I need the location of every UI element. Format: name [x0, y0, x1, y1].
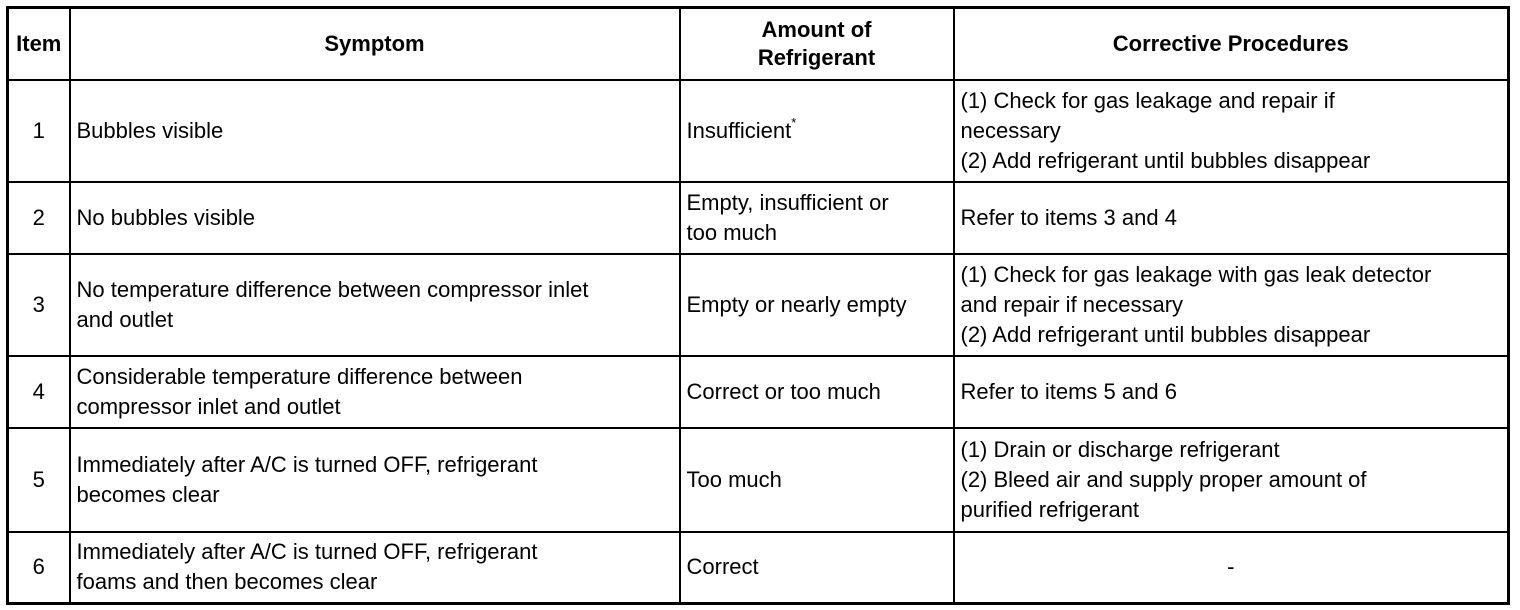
symptom-cell	[70, 182, 680, 254]
amount-text: too much	[686, 219, 777, 245]
procedure-cell	[954, 532, 1509, 604]
amount-cell	[680, 532, 954, 604]
table-row	[8, 532, 1509, 604]
symptom-line	[77, 275, 673, 305]
footnote-marker: *	[791, 115, 797, 131]
amount-text: Insufficient	[686, 117, 792, 143]
item-number: 5	[8, 428, 70, 532]
symptom-line	[77, 480, 673, 510]
symptom-text: becomes clear	[76, 481, 220, 507]
symptom-line	[77, 203, 673, 233]
symptom-cell	[70, 254, 680, 356]
procedure-text: (1) Drain or discharge refrigerant	[960, 436, 1280, 462]
procedure-text: (1) Check for gas leakage with gas leak detector	[960, 261, 1432, 287]
procedure-cell	[954, 254, 1509, 356]
procedure-cell	[954, 428, 1509, 532]
procedure-line	[961, 495, 1502, 525]
table-row	[8, 428, 1509, 532]
symptom-text: Immediately after A/C is turned OFF, refrigerant	[76, 451, 538, 477]
procedure-text: -	[1227, 554, 1235, 580]
symptom-cell	[70, 428, 680, 532]
procedure-text: (1) Check for gas leakage and repair if	[960, 87, 1335, 113]
header-procedures: Corrective Procedures	[954, 8, 1509, 80]
table-row	[8, 254, 1509, 356]
procedure-text: (2) Add refrigerant until bubbles disappear	[960, 321, 1371, 347]
amount-line	[687, 290, 947, 320]
procedure-line	[961, 86, 1502, 116]
procedure-cell	[954, 80, 1509, 182]
amount-cell	[680, 356, 954, 428]
symptom-text: Bubbles visible	[76, 117, 224, 143]
amount-line	[687, 465, 947, 495]
procedure-text: and repair if necessary	[960, 291, 1184, 317]
item-number: 3	[8, 254, 70, 356]
item-number: 4	[8, 356, 70, 428]
symptom-line	[77, 450, 673, 480]
amount-line	[687, 218, 947, 248]
symptom-line	[77, 305, 673, 335]
item-number: 6	[8, 532, 70, 604]
procedure-text: (2) Bleed air and supply proper amount of	[960, 466, 1367, 492]
symptom-text: compressor inlet and outlet	[76, 393, 341, 419]
amount-cell	[680, 428, 954, 532]
amount-text: Empty, insufficient or	[686, 189, 889, 215]
procedure-line	[961, 290, 1502, 320]
procedure-line	[961, 320, 1502, 350]
procedure-line	[961, 377, 1502, 407]
amount-text: Correct or too much	[686, 378, 881, 404]
symptom-text: Immediately after A/C is turned OFF, refrigerant	[76, 539, 538, 565]
procedure-text: Refer to items 3 and 4	[960, 204, 1177, 230]
procedure-text: purified refrigerant	[960, 496, 1140, 522]
procedure-line	[961, 465, 1502, 495]
amount-cell	[680, 80, 954, 182]
amount-line	[687, 188, 947, 218]
amount-line	[687, 116, 947, 146]
amount-line	[687, 377, 947, 407]
amount-cell	[680, 254, 954, 356]
item-number: 1	[8, 80, 70, 182]
symptom-text: No bubbles visible	[76, 204, 256, 230]
procedure-text: (2) Add refrigerant until bubbles disappear	[960, 147, 1371, 173]
table-row	[8, 182, 1509, 254]
symptom-cell	[70, 532, 680, 604]
header-item: Item	[8, 8, 70, 80]
amount-text: Empty or nearly empty	[686, 291, 907, 317]
procedure-text: necessary	[960, 117, 1061, 143]
refrigerant-diagnosis-table	[6, 6, 1510, 605]
amount-line	[687, 552, 947, 582]
procedure-line	[961, 435, 1502, 465]
symptom-line	[77, 567, 673, 597]
header-amount-line1: Amount of	[761, 16, 872, 42]
procedure-line	[961, 146, 1502, 176]
symptom-line	[77, 362, 673, 392]
header-amount-line2: Refrigerant	[757, 44, 876, 70]
procedure-text: Refer to items 5 and 6	[960, 378, 1177, 404]
procedure-cell	[954, 182, 1509, 254]
symptom-line	[77, 537, 673, 567]
amount-text: Too much	[686, 466, 782, 492]
symptom-line	[77, 392, 673, 422]
procedure-line	[961, 116, 1502, 146]
procedure-line	[961, 552, 1502, 582]
symptom-cell	[70, 80, 680, 182]
header-symptom: Symptom	[70, 8, 680, 80]
amount-cell	[680, 182, 954, 254]
procedure-line	[961, 203, 1502, 233]
procedure-cell	[954, 356, 1509, 428]
header-amount	[680, 8, 954, 80]
amount-text: Correct	[686, 554, 759, 580]
item-number: 2	[8, 182, 70, 254]
symptom-text: Considerable temperature difference between	[76, 363, 523, 389]
symptom-text: foams and then becomes clear	[76, 569, 378, 595]
symptom-cell	[70, 356, 680, 428]
header-row	[8, 8, 1509, 80]
symptom-line	[77, 116, 673, 146]
table-row	[8, 356, 1509, 428]
procedure-line	[961, 260, 1502, 290]
symptom-text: and outlet	[76, 306, 174, 332]
symptom-text: No temperature difference between compressor inlet	[76, 276, 589, 302]
table-row	[8, 80, 1509, 182]
